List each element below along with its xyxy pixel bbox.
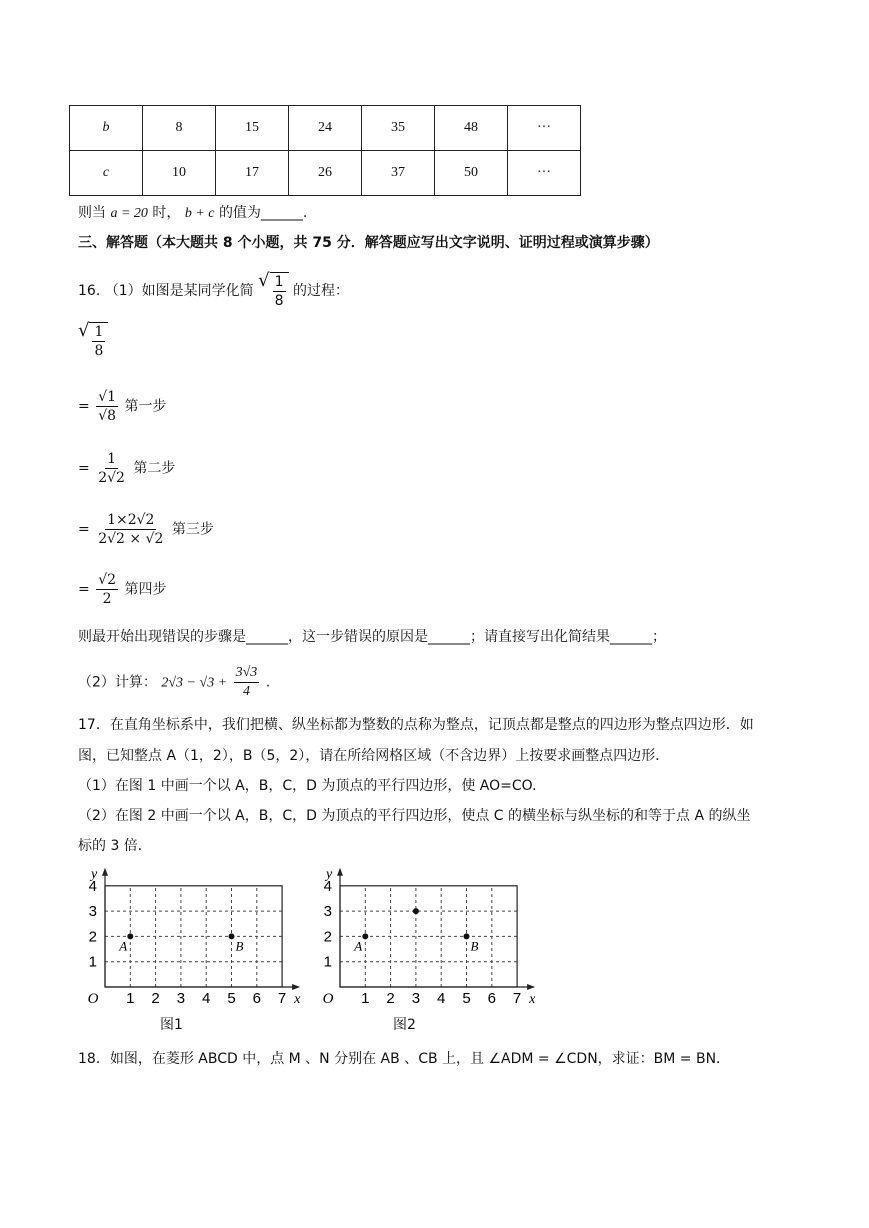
q16-part2-expr: 2√3 − √3 + xyxy=(161,675,228,691)
x-tick-label: 7 xyxy=(277,990,287,1007)
x-tick-label: 2 xyxy=(151,990,160,1007)
table-cell: 37 xyxy=(362,151,435,196)
x-tick-label: 4 xyxy=(202,990,211,1007)
table-cell: 50 xyxy=(435,151,508,196)
table-cell: 15 xyxy=(216,106,289,151)
q16-part2-frac-num: 3√3 xyxy=(234,664,260,683)
sqrt-one-eighth: √ $\frac{1}{8}$ xyxy=(258,272,288,310)
y-tick-label: 1 xyxy=(323,953,332,971)
q15-expr-a: a = 20 xyxy=(110,206,148,221)
y-tick-label: 1 xyxy=(88,953,97,971)
origin-label: O xyxy=(87,991,99,1007)
grid-figure-2 xyxy=(315,865,540,1040)
q16-part1-intro: （1）如图是某同学化简 xyxy=(104,283,254,299)
table-cell: 35 xyxy=(362,106,435,151)
step-2-label: 第二步 xyxy=(133,460,176,477)
x-tick-label: 1 xyxy=(361,990,370,1007)
point-label: B xyxy=(235,938,244,954)
value-table xyxy=(69,105,581,196)
x-tick-label: 7 xyxy=(512,990,522,1007)
q15-prefix: 则当 xyxy=(78,205,106,221)
table-row xyxy=(70,151,581,196)
q16-part2-frac-den: 4 xyxy=(242,684,250,699)
y-axis-arrow xyxy=(102,868,108,876)
q17-line-3: （1）在图 1 中画一个以 A，B，C，D 为顶点的平行四边形，使 AO=CO. xyxy=(78,778,537,794)
figure-1-caption: 图1 xyxy=(160,1017,183,1033)
x-tick-label: 3 xyxy=(411,990,421,1007)
q17-line-1: 17．在直角坐标系中，我们把横、纵坐标都为整数的点称为整点，记顶点都是整点的四边形为整点四边形．如 xyxy=(78,717,754,733)
x-axis-arrow xyxy=(527,984,535,990)
x-axis-label: x xyxy=(294,992,301,1007)
q18-text: 18．如图，在菱形 ABCD 中，点 M 、N 分别在 AB 、CB 上，且 ∠ADM = ∠CDN，求证：BM = BN． xyxy=(78,1051,731,1067)
grid-point xyxy=(413,908,419,914)
q16-part2 xyxy=(78,664,270,701)
x-axis-label: x xyxy=(529,992,536,1007)
grid-point xyxy=(362,933,368,939)
step-1-label: 第一步 xyxy=(124,398,167,415)
q16-number: 16. xyxy=(78,283,101,299)
section-heading: 三、解答题（本大题共 8 个小题，共 75 分．解答题应写出文字说明、证明过程或演算步骤） xyxy=(78,235,659,251)
q15-tail xyxy=(78,202,307,222)
y-tick-label: 2 xyxy=(323,928,332,946)
table-cell: 17 xyxy=(216,151,289,196)
y-axis-arrow xyxy=(337,868,343,876)
step-1: = $\frac{√1}{√8}$ 第一步 xyxy=(78,389,167,424)
table-cell: b xyxy=(70,106,143,151)
step-4: = $\frac{√2}{2}$ 第四步 xyxy=(78,572,167,607)
table-cell: c xyxy=(70,151,143,196)
grid-point xyxy=(229,933,235,939)
y-axis-label: y xyxy=(326,866,333,882)
y-axis-label: y xyxy=(91,866,98,882)
y-tick-label: 3 xyxy=(323,903,332,921)
x-tick-label: 5 xyxy=(227,990,236,1007)
grid-point xyxy=(464,933,470,939)
step-3-label: 第三步 xyxy=(171,521,214,538)
derivation-start: √ $\frac{1}{8}$ xyxy=(78,322,108,360)
x-axis-arrow xyxy=(292,984,300,990)
point-label: A xyxy=(119,938,128,954)
figure-2-caption: 图2 xyxy=(393,1017,416,1033)
y-tick-label: 4 xyxy=(323,877,332,895)
table-cell: ··· xyxy=(508,151,581,196)
grid-figure-1 xyxy=(80,865,305,1040)
y-tick-label: 2 xyxy=(88,928,97,946)
q16-part2-end: . xyxy=(265,674,271,691)
q17-line-2: 图，已知整点 A（1，2），B（5，2），请在所给网格区域（不含边界）上按要求画整点四边形． xyxy=(78,748,670,764)
step-4-label: 第四步 xyxy=(124,581,167,598)
x-tick-label: 4 xyxy=(437,990,446,1007)
table-cell: 24 xyxy=(289,106,362,151)
x-tick-label: 6 xyxy=(252,990,261,1007)
table-cell: 8 xyxy=(143,106,216,151)
q15-expr-bc: b + c xyxy=(184,206,215,221)
point-label: B xyxy=(470,938,479,954)
q16-part2-intro: （2）计算： xyxy=(78,674,157,691)
table-cell: 26 xyxy=(289,151,362,196)
origin-label: O xyxy=(322,991,334,1007)
q16-question: 则最开始出现错误的步骤是______，这一步错误的原因是______；请直接写出化简结果______； xyxy=(78,629,666,645)
y-tick-label: 3 xyxy=(88,903,97,921)
q16-intro xyxy=(78,272,349,310)
step-2: = $\frac{1}{2√2}$ 第二步 xyxy=(78,451,176,486)
q16-part1-tail: 的过程： xyxy=(292,283,349,299)
q17-line-4: （2）在图 2 中画一个以 A，B，C，D 为顶点的平行四边形，使点 C 的横坐标与纵坐标的和等于点 A 的纵坐 xyxy=(78,808,751,824)
point-label: A xyxy=(354,938,363,954)
x-tick-label: 1 xyxy=(126,990,135,1007)
q15-mid: 时， xyxy=(152,205,181,221)
table-cell: ··· xyxy=(508,106,581,151)
step-3: = $\frac{1\times 2√2}{2√2 \times √2}$ 第三步 xyxy=(78,512,214,547)
y-tick-label: 4 xyxy=(88,877,97,895)
x-tick-label: 2 xyxy=(386,990,395,1007)
table-cell: 10 xyxy=(143,151,216,196)
table-cell: 48 xyxy=(435,106,508,151)
grid-point xyxy=(127,933,133,939)
table-row xyxy=(70,106,581,151)
x-tick-label: 3 xyxy=(176,990,186,1007)
x-tick-label: 5 xyxy=(462,990,471,1007)
x-tick-label: 6 xyxy=(487,990,496,1007)
q15-suffix: 的值为______. xyxy=(218,205,308,221)
q17-line-5: 标的 3 倍． xyxy=(78,838,152,854)
